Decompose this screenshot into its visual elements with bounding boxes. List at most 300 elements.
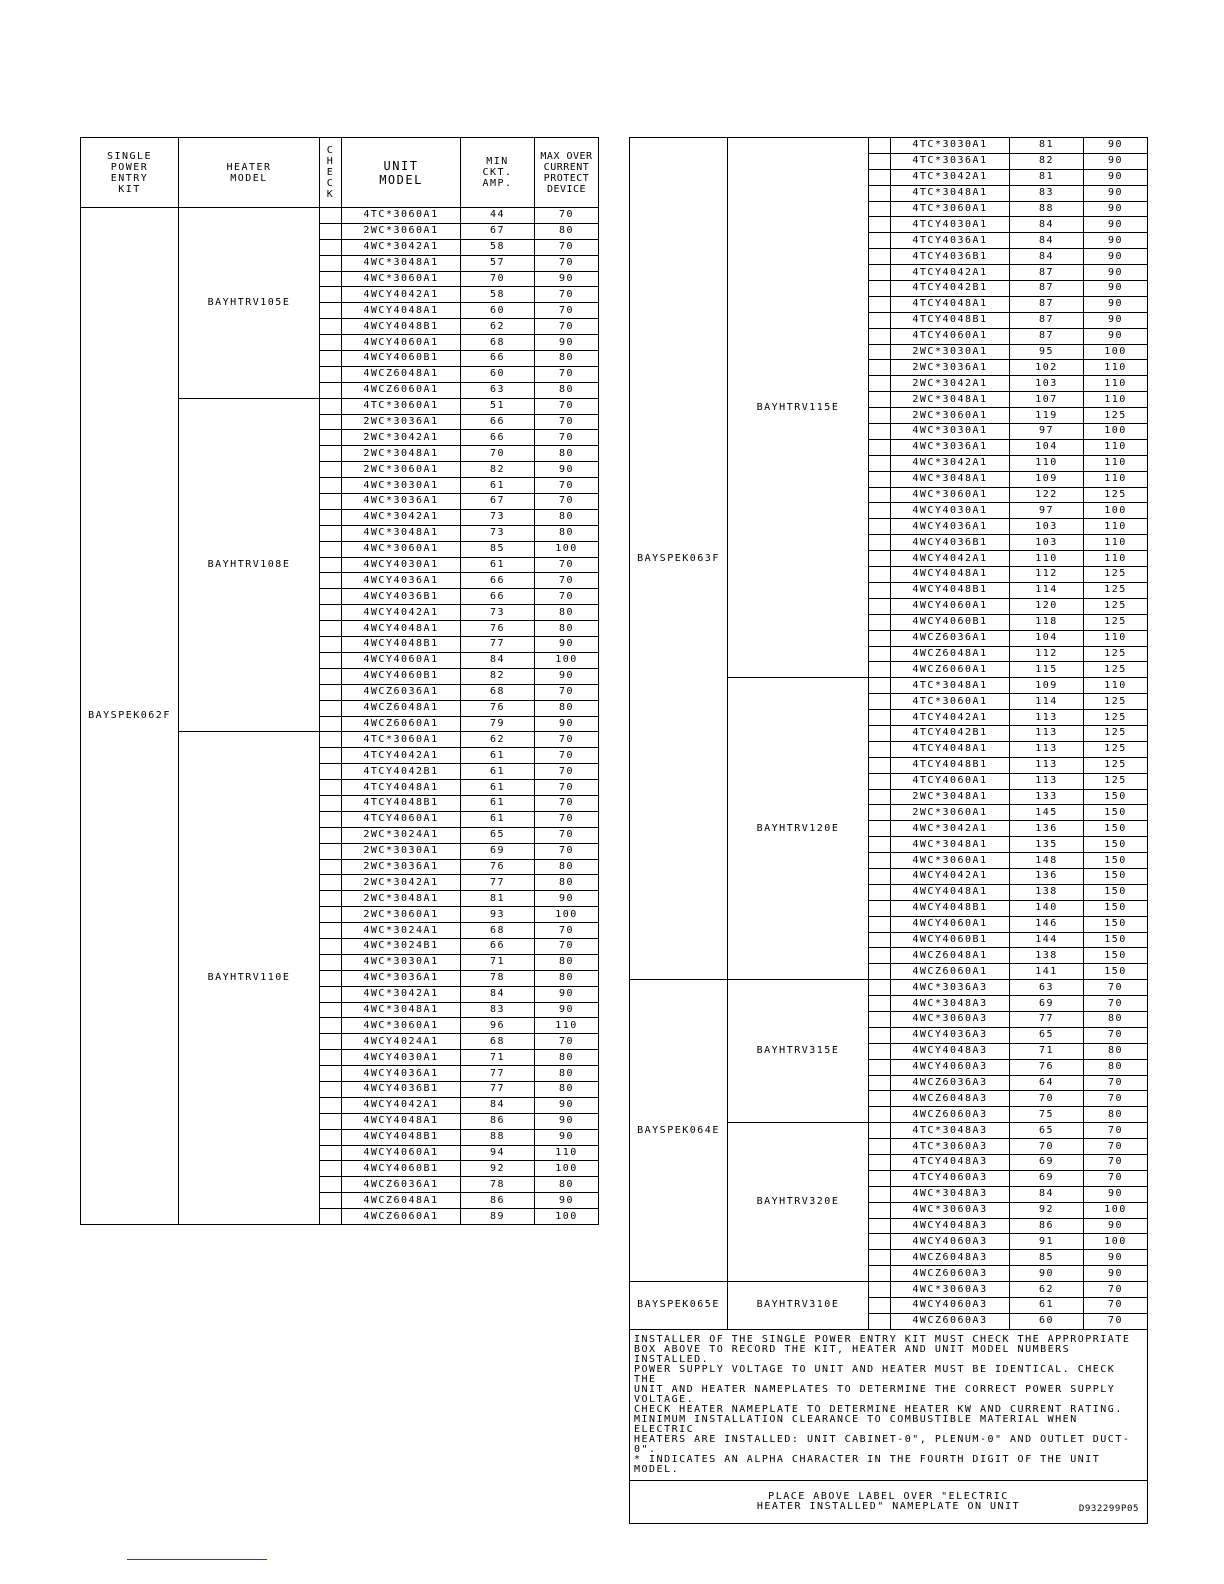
check-box[interactable] (869, 1282, 891, 1298)
unit-model-cell: 4WC*3048A1 (342, 1002, 461, 1018)
max-overcurrent-device-cell: 70 (535, 398, 599, 414)
check-box[interactable] (869, 535, 891, 551)
footer-line-1: PLACE ABOVE LABEL OVER "ELECTRIC (768, 1490, 1009, 1502)
max-overcurrent-device-cell: 70 (1084, 1282, 1148, 1298)
check-box[interactable] (869, 328, 891, 344)
part-number: D932299P05 (1078, 1503, 1139, 1514)
min-circuit-amp-cell: 69 (1010, 996, 1084, 1012)
max-overcurrent-device-cell: 70 (535, 573, 599, 589)
max-overcurrent-device-cell: 70 (535, 732, 599, 748)
min-circuit-amp-cell: 92 (1010, 1202, 1084, 1218)
unit-model-cell: 2WC*3060A1 (891, 408, 1010, 424)
check-box[interactable] (869, 1139, 891, 1155)
unit-model-cell: 4WCY4048A3 (891, 1043, 1010, 1059)
unit-model-cell: 4TC*3060A1 (342, 398, 461, 414)
check-box[interactable] (320, 1097, 342, 1113)
footer-line-2: HEATER INSTALLED" NAMEPLATE ON UNIT (756, 1500, 1021, 1512)
unit-model-cell: 4WCZ6048A3 (891, 1091, 1010, 1107)
max-overcurrent-device-cell: 80 (535, 1081, 599, 1097)
unit-model-cell: 4TC*3036A1 (891, 153, 1010, 169)
check-box[interactable] (320, 652, 342, 668)
check-box[interactable] (869, 662, 891, 678)
max-overcurrent-device-cell: 80 (535, 1177, 599, 1193)
check-box[interactable] (869, 487, 891, 503)
max-overcurrent-device-cell: 80 (535, 970, 599, 986)
check-box[interactable] (869, 582, 891, 598)
check-box[interactable] (869, 249, 891, 265)
check-box[interactable] (869, 1298, 891, 1314)
max-overcurrent-device-cell: 90 (535, 271, 599, 287)
max-overcurrent-device-cell: 150 (1084, 853, 1148, 869)
check-box[interactable] (869, 360, 891, 376)
check-box[interactable] (320, 1129, 342, 1145)
unit-model-cell: 4WCY4042A1 (342, 1097, 461, 1113)
check-box[interactable] (320, 1161, 342, 1177)
check-box[interactable] (320, 684, 342, 700)
max-overcurrent-device-cell: 70 (535, 748, 599, 764)
check-box[interactable] (869, 138, 891, 154)
check-box[interactable] (869, 805, 891, 821)
max-overcurrent-device-cell: 150 (1084, 948, 1148, 964)
check-box[interactable] (320, 366, 342, 382)
col-header-kit: SINGLE POWER ENTRY KIT (81, 138, 179, 208)
check-box[interactable] (320, 239, 342, 255)
unit-model-cell: 4WC*3042A1 (342, 986, 461, 1002)
max-overcurrent-device-cell: 110 (1084, 360, 1148, 376)
check-box[interactable] (320, 1081, 342, 1097)
max-overcurrent-device-cell: 110 (1084, 630, 1148, 646)
unit-model-cell: 4WCY4036A3 (891, 1027, 1010, 1043)
min-circuit-amp-cell: 57 (461, 255, 535, 271)
unit-model-cell: 4WCY4048A1 (342, 621, 461, 637)
unit-model-cell: 2WC*3036A1 (342, 859, 461, 875)
max-overcurrent-device-cell: 150 (1084, 900, 1148, 916)
check-box[interactable] (869, 916, 891, 932)
table-row (630, 1282, 1148, 1298)
max-overcurrent-device-cell: 125 (1084, 662, 1148, 678)
unit-model-cell: 2WC*3042A1 (891, 376, 1010, 392)
max-overcurrent-device-cell: 150 (1084, 916, 1148, 932)
max-overcurrent-device-cell: 70 (535, 795, 599, 811)
check-box[interactable] (869, 980, 891, 996)
check-box[interactable] (320, 621, 342, 637)
check-box[interactable] (869, 408, 891, 424)
table-row (81, 208, 599, 224)
min-circuit-amp-cell: 104 (1010, 439, 1084, 455)
min-circuit-amp-cell: 76 (461, 700, 535, 716)
min-circuit-amp-cell: 148 (1010, 853, 1084, 869)
min-circuit-amp-cell: 84 (461, 986, 535, 1002)
check-box[interactable] (869, 1186, 891, 1202)
check-box[interactable] (320, 637, 342, 653)
min-circuit-amp-cell: 63 (1010, 980, 1084, 996)
unit-model-cell: 4TC*3048A3 (891, 1123, 1010, 1139)
check-box[interactable] (320, 494, 342, 510)
max-overcurrent-device-cell: 110 (1084, 535, 1148, 551)
check-box[interactable] (320, 1193, 342, 1209)
max-overcurrent-device-cell: 90 (1084, 1186, 1148, 1202)
check-box[interactable] (320, 319, 342, 335)
check-box[interactable] (869, 1027, 891, 1043)
unit-model-cell: 4WC*3048A3 (891, 996, 1010, 1012)
max-overcurrent-device-cell: 110 (1084, 551, 1148, 567)
unit-model-cell: 4WCY4030A1 (342, 557, 461, 573)
unit-model-cell: 4TC*3060A1 (891, 201, 1010, 217)
check-box[interactable] (320, 700, 342, 716)
check-box[interactable] (320, 1066, 342, 1082)
check-box[interactable] (320, 446, 342, 462)
min-circuit-amp-cell: 97 (1010, 503, 1084, 519)
unit-model-cell: 4WC*3060A1 (342, 1018, 461, 1034)
min-circuit-amp-cell: 69 (1010, 1170, 1084, 1186)
check-box[interactable] (320, 462, 342, 478)
check-box[interactable] (320, 1050, 342, 1066)
min-circuit-amp-cell: 84 (1010, 249, 1084, 265)
check-box[interactable] (869, 821, 891, 837)
unit-model-cell: 4WCY4036B1 (342, 589, 461, 605)
check-box[interactable] (320, 255, 342, 271)
min-circuit-amp-cell: 138 (1010, 884, 1084, 900)
max-overcurrent-device-cell: 90 (535, 637, 599, 653)
min-circuit-amp-cell: 76 (461, 621, 535, 637)
check-box[interactable] (869, 296, 891, 312)
check-box[interactable] (320, 287, 342, 303)
min-circuit-amp-cell: 141 (1010, 964, 1084, 980)
check-box[interactable] (320, 1145, 342, 1161)
max-overcurrent-device-cell: 90 (1084, 138, 1148, 154)
check-box[interactable] (869, 455, 891, 471)
unit-model-cell: 4TCY4060A1 (891, 328, 1010, 344)
check-box[interactable] (869, 551, 891, 567)
check-box[interactable] (869, 392, 891, 408)
unit-model-cell: 4TCY4048A3 (891, 1155, 1010, 1171)
check-box[interactable] (320, 430, 342, 446)
unit-model-cell: 4WC*3042A1 (342, 239, 461, 255)
check-box[interactable] (320, 1209, 342, 1225)
unit-model-cell: 4WC*3060A1 (891, 853, 1010, 869)
check-box[interactable] (869, 1123, 891, 1139)
check-box[interactable] (869, 710, 891, 726)
max-overcurrent-device-cell: 70 (535, 319, 599, 335)
check-box[interactable] (869, 233, 891, 249)
check-box[interactable] (869, 837, 891, 853)
check-box[interactable] (869, 598, 891, 614)
check-box[interactable] (869, 1234, 891, 1250)
max-overcurrent-device-cell: 80 (535, 621, 599, 637)
check-box[interactable] (320, 478, 342, 494)
unit-model-cell: 4TCY4048B1 (891, 312, 1010, 328)
check-box[interactable] (869, 1107, 891, 1123)
check-box[interactable] (869, 1266, 891, 1282)
unit-model-cell: 4WCZ6036A3 (891, 1075, 1010, 1091)
check-box[interactable] (869, 439, 891, 455)
check-box[interactable] (320, 780, 342, 796)
max-overcurrent-device-cell: 70 (1084, 1313, 1148, 1329)
min-circuit-amp-cell: 109 (1010, 471, 1084, 487)
max-overcurrent-device-cell: 70 (1084, 1075, 1148, 1091)
check-box[interactable] (869, 1202, 891, 1218)
check-box[interactable] (320, 414, 342, 430)
check-box[interactable] (869, 169, 891, 185)
min-circuit-amp-cell: 86 (1010, 1218, 1084, 1234)
max-overcurrent-device-cell: 70 (535, 287, 599, 303)
check-box[interactable] (320, 351, 342, 367)
max-overcurrent-device-cell: 70 (1084, 1139, 1148, 1155)
check-box[interactable] (320, 1002, 342, 1018)
check-box[interactable] (320, 303, 342, 319)
check-box[interactable] (869, 1218, 891, 1234)
check-box[interactable] (869, 265, 891, 281)
check-box[interactable] (869, 1091, 891, 1107)
unit-model-cell: 4WCZ6048A1 (891, 948, 1010, 964)
unit-model-cell: 4WCY4048A1 (342, 303, 461, 319)
min-circuit-amp-cell: 67 (461, 494, 535, 510)
check-box[interactable] (320, 827, 342, 843)
check-box[interactable] (320, 716, 342, 732)
check-box[interactable] (869, 1250, 891, 1266)
min-circuit-amp-cell: 133 (1010, 789, 1084, 805)
check-box[interactable] (320, 811, 342, 827)
max-overcurrent-device-cell: 70 (1084, 980, 1148, 996)
min-circuit-amp-cell: 60 (1010, 1313, 1084, 1329)
max-overcurrent-device-cell: 90 (535, 716, 599, 732)
unit-model-cell: 4WCY4030A1 (342, 1050, 461, 1066)
check-box[interactable] (869, 281, 891, 297)
min-circuit-amp-cell: 110 (1010, 551, 1084, 567)
check-box[interactable] (869, 741, 891, 757)
check-box[interactable] (869, 1313, 891, 1329)
max-overcurrent-device-cell: 125 (1084, 710, 1148, 726)
note-line: INSTALLER OF THE SINGLE POWER ENTRY KIT MUST CHECK THE APPROPRIATE (634, 1333, 1131, 1345)
check-box[interactable] (869, 964, 891, 980)
max-overcurrent-device-cell: 90 (535, 668, 599, 684)
check-box[interactable] (869, 900, 891, 916)
unit-model-cell: 4WC*3024A1 (342, 923, 461, 939)
max-overcurrent-device-cell: 90 (1084, 296, 1148, 312)
min-circuit-amp-cell: 65 (461, 827, 535, 843)
min-circuit-amp-cell: 71 (461, 1050, 535, 1066)
check-box[interactable] (320, 986, 342, 1002)
unit-model-cell: 4TCY4042A1 (891, 710, 1010, 726)
check-box[interactable] (869, 1011, 891, 1027)
max-overcurrent-device-cell: 150 (1084, 837, 1148, 853)
max-overcurrent-device-cell: 70 (535, 589, 599, 605)
check-box[interactable] (869, 725, 891, 741)
check-box[interactable] (869, 185, 891, 201)
check-box[interactable] (320, 891, 342, 907)
max-overcurrent-device-cell: 70 (535, 366, 599, 382)
min-circuit-amp-cell: 64 (1010, 1075, 1084, 1091)
check-box[interactable] (869, 519, 891, 535)
unit-model-cell: 4TC*3060A3 (891, 1139, 1010, 1155)
min-circuit-amp-cell: 84 (1010, 233, 1084, 249)
check-box[interactable] (869, 1170, 891, 1186)
unit-model-cell: 4WCY4048A1 (891, 567, 1010, 583)
max-overcurrent-device-cell: 100 (535, 907, 599, 923)
check-box[interactable] (869, 932, 891, 948)
check-box[interactable] (869, 1155, 891, 1171)
check-box[interactable] (869, 1059, 891, 1075)
installer-notes (630, 1329, 1148, 1480)
check-box[interactable] (869, 376, 891, 392)
check-box[interactable] (869, 424, 891, 440)
check-box[interactable] (869, 773, 891, 789)
check-box[interactable] (320, 923, 342, 939)
check-box[interactable] (869, 567, 891, 583)
max-overcurrent-device-cell: 125 (1084, 694, 1148, 710)
min-circuit-amp-cell: 67 (461, 223, 535, 239)
unit-model-cell: 4WCZ6036A1 (891, 630, 1010, 646)
unit-model-cell: 4WCZ6048A3 (891, 1250, 1010, 1266)
max-overcurrent-device-cell: 90 (535, 891, 599, 907)
unit-model-cell: 2WC*3024A1 (342, 827, 461, 843)
check-box[interactable] (320, 557, 342, 573)
min-circuit-amp-cell: 73 (461, 509, 535, 525)
min-circuit-amp-cell: 71 (1010, 1043, 1084, 1059)
check-box[interactable] (320, 843, 342, 859)
check-box[interactable] (869, 757, 891, 773)
check-box[interactable] (869, 868, 891, 884)
check-box[interactable] (869, 344, 891, 360)
check-box[interactable] (869, 630, 891, 646)
note-line: CHECK HEATER NAMEPLATE TO DETERMINE HEATER KW AND CURRENT RATING. (634, 1403, 1123, 1415)
check-box[interactable] (320, 605, 342, 621)
check-box[interactable] (869, 1043, 891, 1059)
max-overcurrent-device-cell: 150 (1084, 868, 1148, 884)
unit-model-cell: 4WCY4042A1 (891, 868, 1010, 884)
check-box[interactable] (320, 954, 342, 970)
min-circuit-amp-cell: 77 (461, 637, 535, 653)
min-circuit-amp-cell: 113 (1010, 725, 1084, 741)
check-box[interactable] (869, 948, 891, 964)
min-circuit-amp-cell: 77 (461, 875, 535, 891)
check-box[interactable] (869, 312, 891, 328)
check-box[interactable] (869, 471, 891, 487)
check-box[interactable] (320, 907, 342, 923)
check-box[interactable] (869, 217, 891, 233)
unit-model-cell: 4WC*3060A1 (342, 541, 461, 557)
unit-model-cell: 4WC*3060A3 (891, 1202, 1010, 1218)
check-box[interactable] (320, 208, 342, 224)
unit-model-cell: 4WCZ6060A3 (891, 1107, 1010, 1123)
min-circuit-amp-cell: 66 (461, 351, 535, 367)
check-box[interactable] (320, 1018, 342, 1034)
check-box[interactable] (320, 668, 342, 684)
check-box[interactable] (869, 646, 891, 662)
max-overcurrent-device-cell: 90 (535, 1097, 599, 1113)
check-box[interactable] (320, 1034, 342, 1050)
table-row (630, 138, 1148, 154)
check-box[interactable] (320, 859, 342, 875)
check-box[interactable] (869, 153, 891, 169)
check-box[interactable] (320, 541, 342, 557)
check-box[interactable] (320, 573, 342, 589)
max-overcurrent-device-cell: 70 (535, 764, 599, 780)
check-box[interactable] (320, 1113, 342, 1129)
min-circuit-amp-cell: 102 (1010, 360, 1084, 376)
min-circuit-amp-cell: 61 (461, 764, 535, 780)
check-box[interactable] (869, 1075, 891, 1091)
check-box[interactable] (320, 382, 342, 398)
check-box[interactable] (869, 678, 891, 694)
unit-model-cell: 4WCZ6048A1 (342, 1193, 461, 1209)
note-line: BOX ABOVE TO RECORD THE KIT, HEATER AND UNIT MODEL NUMBERS INSTALLED. (634, 1343, 1071, 1365)
max-overcurrent-device-cell: 80 (535, 875, 599, 891)
check-box[interactable] (869, 996, 891, 1012)
unit-model-cell: 4TCY4048B1 (342, 795, 461, 811)
unit-model-cell: 4WC*3060A1 (342, 271, 461, 287)
check-box[interactable] (320, 1177, 342, 1193)
note-line: UNIT AND HEATER NAMEPLATES TO DETERMINE THE CORRECT POWER SUPPLY VOLTAGE. (634, 1383, 1116, 1405)
check-box[interactable] (320, 223, 342, 239)
check-box[interactable] (869, 694, 891, 710)
check-box[interactable] (320, 525, 342, 541)
min-circuit-amp-cell: 85 (1010, 1250, 1084, 1266)
heater-model-cell: BAYHTRV315E (728, 980, 869, 1123)
check-box[interactable] (320, 748, 342, 764)
unit-model-cell: 4WCZ6060A1 (342, 1209, 461, 1225)
check-box[interactable] (320, 271, 342, 287)
check-box[interactable] (869, 614, 891, 630)
min-circuit-amp-cell: 113 (1010, 773, 1084, 789)
min-circuit-amp-cell: 136 (1010, 868, 1084, 884)
min-circuit-amp-cell: 103 (1010, 376, 1084, 392)
check-box[interactable] (320, 398, 342, 414)
min-circuit-amp-cell: 95 (1010, 344, 1084, 360)
min-circuit-amp-cell: 114 (1010, 694, 1084, 710)
min-circuit-amp-cell: 62 (461, 732, 535, 748)
max-overcurrent-device-cell: 70 (535, 923, 599, 939)
min-circuit-amp-cell: 61 (461, 780, 535, 796)
check-box[interactable] (869, 789, 891, 805)
min-circuit-amp-cell: 61 (461, 478, 535, 494)
check-box[interactable] (320, 509, 342, 525)
check-box[interactable] (320, 875, 342, 891)
unit-model-cell: 4WCZ6048A1 (891, 646, 1010, 662)
min-circuit-amp-cell: 78 (461, 970, 535, 986)
check-box[interactable] (869, 503, 891, 519)
min-circuit-amp-cell: 91 (1010, 1234, 1084, 1250)
max-overcurrent-device-cell: 70 (535, 255, 599, 271)
unit-model-cell: 4TCY4036A1 (891, 233, 1010, 249)
check-box[interactable] (869, 201, 891, 217)
unit-model-cell: 4WCZ6048A1 (342, 366, 461, 382)
max-overcurrent-device-cell: 100 (535, 1161, 599, 1177)
max-overcurrent-device-cell: 80 (535, 525, 599, 541)
check-box[interactable] (320, 795, 342, 811)
check-box[interactable] (320, 970, 342, 986)
unit-model-cell: 2WC*3042A1 (342, 430, 461, 446)
unit-model-cell: 4TCY4042B1 (891, 281, 1010, 297)
min-circuit-amp-cell: 88 (461, 1129, 535, 1145)
check-box[interactable] (320, 938, 342, 954)
min-circuit-amp-cell: 145 (1010, 805, 1084, 821)
check-box[interactable] (320, 732, 342, 748)
unit-model-cell: 4WCY4060B1 (891, 932, 1010, 948)
min-circuit-amp-cell: 84 (1010, 217, 1084, 233)
unit-model-cell: 4WC*3030A1 (342, 954, 461, 970)
check-box[interactable] (869, 853, 891, 869)
max-overcurrent-device-cell: 110 (1084, 519, 1148, 535)
check-box[interactable] (869, 884, 891, 900)
check-box[interactable] (320, 335, 342, 351)
check-box[interactable] (320, 764, 342, 780)
check-box[interactable] (320, 589, 342, 605)
max-overcurrent-device-cell: 110 (535, 1018, 599, 1034)
max-overcurrent-device-cell: 125 (1084, 408, 1148, 424)
max-overcurrent-device-cell: 125 (1084, 773, 1148, 789)
unit-model-cell: 4WCY4060A3 (891, 1059, 1010, 1075)
